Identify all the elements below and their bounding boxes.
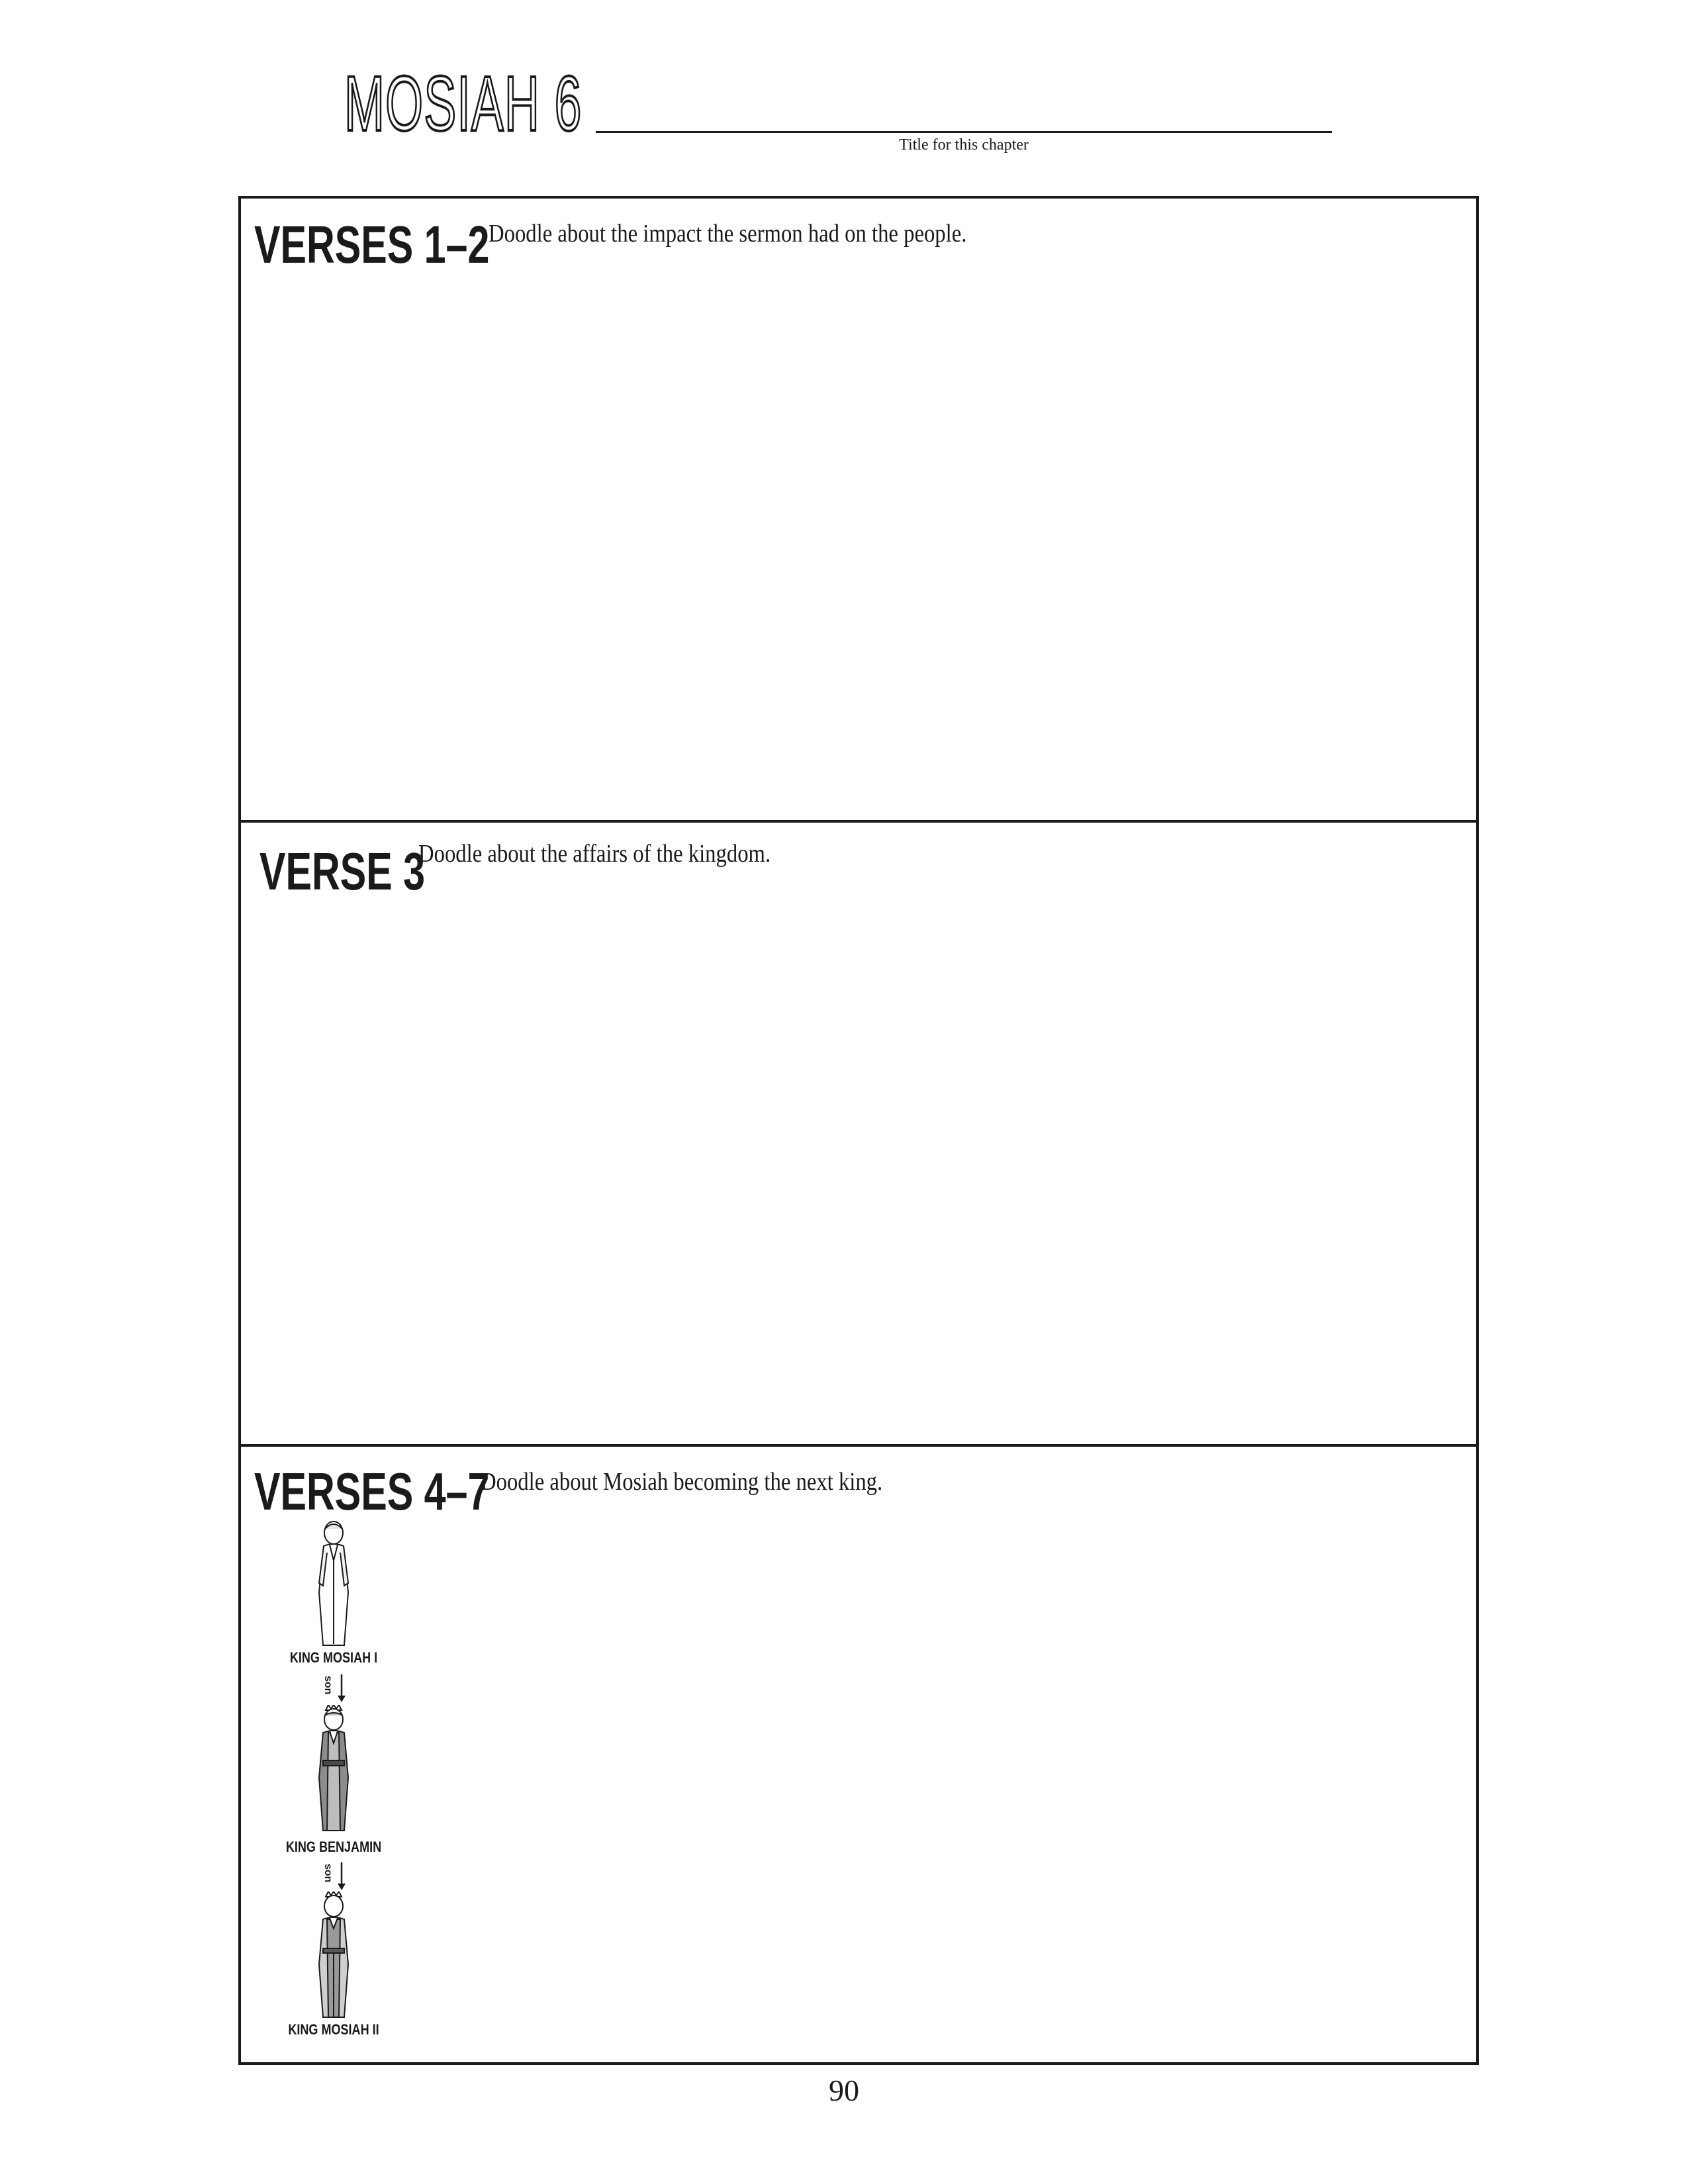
- page-number: 90: [829, 2073, 859, 2107]
- verse-label: VERSE 3: [259, 842, 426, 901]
- doodle-panel-verses-1-2[interactable]: [241, 199, 1476, 823]
- king-name: KING MOSIAH II: [288, 2021, 379, 2038]
- king-benjamin-figure-icon: [301, 1705, 367, 1835]
- doodle-prompt: Doodle about the impact the sermon had on the people.: [489, 220, 967, 248]
- chapter-title-line[interactable]: [596, 131, 1332, 133]
- down-arrow-icon: [336, 1674, 347, 1704]
- doodle-panel-verses-4-7[interactable]: [241, 1447, 1476, 2062]
- doodle-prompt: Doodle about Mosiah becoming the next king.: [481, 1468, 883, 1496]
- chapter-heading: MOSIAH 6: [344, 60, 583, 148]
- king-lineage: [267, 1520, 400, 2049]
- king-mosiah-2-figure-icon: [301, 1891, 367, 2021]
- doodle-prompt: Doodle about the affairs of the kingdom.: [418, 840, 771, 868]
- worksheet-frame: [238, 196, 1479, 2065]
- chapter-title-caption: Title for this chapter: [899, 136, 1029, 154]
- verse-label: VERSES 4–7: [254, 1462, 490, 1521]
- verse-label: VERSES 1–2: [254, 215, 490, 274]
- down-arrow-icon: [336, 1862, 347, 1891]
- king-mosiah-1-figure-icon: [301, 1520, 367, 1649]
- doodle-panel-verse-3[interactable]: [241, 823, 1476, 1447]
- king-name: KING BENJAMIN: [285, 1839, 382, 1855]
- son-relation-label: son: [322, 1864, 334, 1883]
- son-relation-label: son: [322, 1676, 334, 1695]
- king-name: KING MOSIAH I: [289, 1649, 378, 1666]
